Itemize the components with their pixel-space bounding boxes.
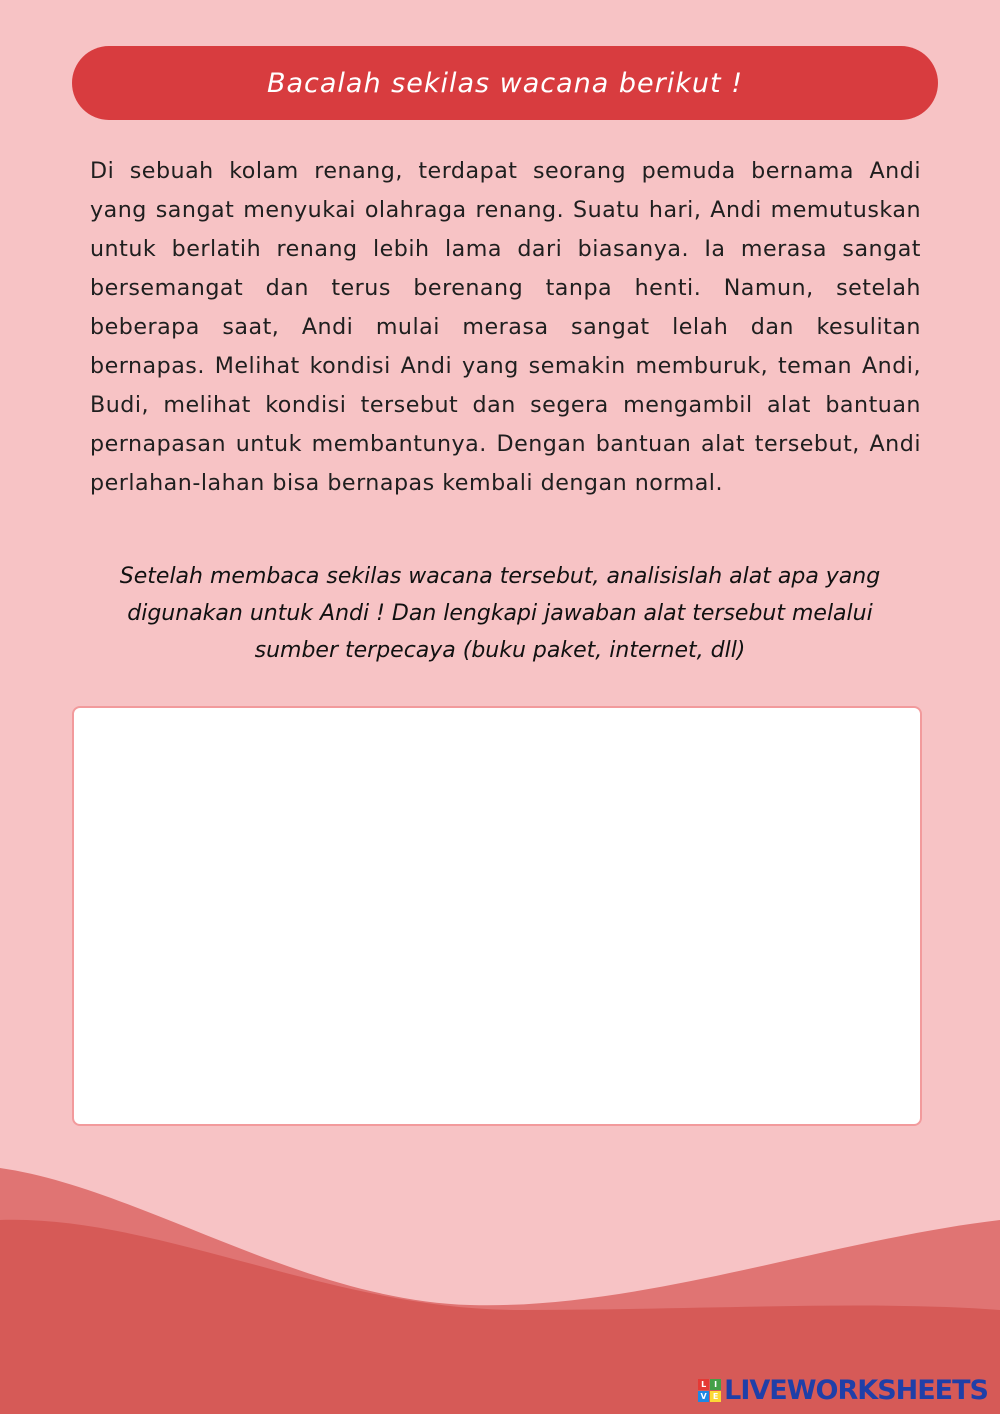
page-title: Bacalah sekilas wacana berikut ! (266, 67, 744, 99)
brand-name: LIVEWORKSHEETS (724, 1375, 988, 1406)
instruction-text: Setelah membaca sekilas wacana tersebut, analisislah alat apa yang digunakan untuk Andi ! Dan lengkapi jawaban alat tersebut melalui sumber terpecaya (buku paket, internet, dll) (119, 564, 881, 663)
logo-letter: E (710, 1391, 721, 1402)
reading-passage: Di sebuah kolam renang, terdapat seorang pemuda bernama Andi yang sangat menyukai olahraga renang. Suatu hari, Andi memutuskan untuk berlatih renang lebih lama dari biasanya. Ia merasa sangat bersemangat dan terus berenang tanpa henti. Namun, setelah beberapa saat, Andi mulai merasa sangat lelah dan kesulitan bernapas. Melihat kondisi Andi yang semakin memburuk, teman Andi, Budi, melihat kondisi tersebut dan segera mengambil alat bantuan pernapasan untuk membantunya. Dengan bantuan alat tersebut, Andi perlahan-lahan bisa bernapas kembali dengan normal. (90, 158, 921, 496)
liveworksheets-logo-icon (698, 1379, 721, 1402)
answer-input[interactable] (72, 706, 922, 1126)
liveworksheets-brand (698, 1375, 988, 1406)
logo-letter: I (710, 1379, 721, 1390)
logo-letter: L (698, 1379, 709, 1390)
logo-letter: V (698, 1391, 709, 1402)
title-banner (72, 46, 938, 120)
